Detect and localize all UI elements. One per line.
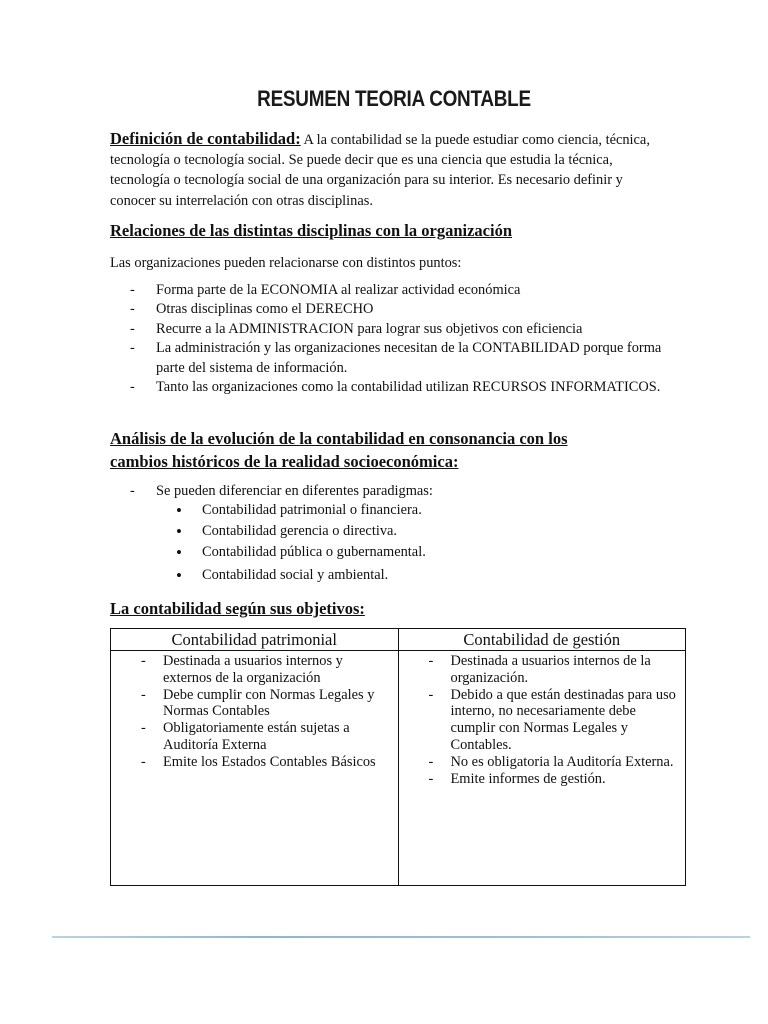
paradigm-item: • Contabilidad gerencia o directiva. xyxy=(176,522,426,543)
objectives-heading: La contabilidad según sus objetivos: xyxy=(110,599,365,618)
paradigm-item: • Contabilidad patrimonial o financiera. xyxy=(176,501,426,522)
list-item: - Debe cumplir con Normas Legales y Normas Contables xyxy=(111,687,398,721)
gestion-cell xyxy=(398,651,686,886)
list-item: - Obligatoriamente están sujetas a Auditoría Externa xyxy=(111,720,398,754)
list-item: - Debido a que están destinadas para uso interno, no necesariamente debe cumplir con Normas Legales y Contables. xyxy=(399,687,686,754)
paradigm-list xyxy=(176,501,426,587)
list-item: - Destinada a usuarios internos de la organización. xyxy=(399,653,686,687)
list-item: - Forma parte de la ECONOMIA al realizar actividad económica xyxy=(130,281,670,300)
list-item: - Tanto las organizaciones como la contabilidad utilizan RECURSOS INFORMATICOS. xyxy=(130,378,670,397)
table-header-row xyxy=(111,629,686,651)
analysis-heading-line1: Análisis de la evolución de la contabilidad en consonancia con los xyxy=(110,429,568,448)
paradigm-item: • Contabilidad social y ambiental. xyxy=(176,564,426,587)
definition-paragraph xyxy=(110,129,670,211)
relations-intro: Las organizaciones pueden relacionarse con distintos puntos: xyxy=(110,255,462,271)
table-row xyxy=(111,651,686,886)
list-item: - Recurre a la ADMINISTRACION para lograr sus objetivos con eficiencia xyxy=(130,320,670,339)
relations-heading: Relaciones de las distintas disciplinas con la organización xyxy=(110,221,512,240)
list-item: - No es obligatoria la Auditoría Externa. xyxy=(399,754,686,771)
column-header-patrimonial: Contabilidad patrimonial xyxy=(111,629,399,651)
list-item: - Destinada a usuarios internos y externos de la organización xyxy=(111,653,398,687)
list-item: - Otras disciplinas como el DERECHO xyxy=(130,300,670,319)
list-item: - Emite los Estados Contables Básicos xyxy=(111,754,398,771)
relations-list xyxy=(130,281,670,397)
definition-text: A la contabilidad se la puede estudiar como ciencia, técnica, tecnología o tecnología social. Se puede decir que es una ciencia que estudia la técnica, tecnología o tecnología social de una organización para su interior. Es necesario definir y conocer su interrelación con otras disciplinas. xyxy=(110,132,650,209)
analysis-heading-line2: cambios históricos de la realidad socioeconómica: xyxy=(110,452,459,471)
column-header-gestion: Contabilidad de gestión xyxy=(398,629,686,651)
list-item: - La administración y las organizaciones necesitan de la CONTABILIDAD porque forma parte del sistema de información. xyxy=(130,339,670,378)
footer-divider xyxy=(52,936,750,938)
paradigm-item: • Contabilidad pública o gubernamental. xyxy=(176,543,426,564)
analysis-list xyxy=(130,482,670,501)
patrimonial-cell xyxy=(111,651,399,886)
page-title: RESUMEN TEORIA CONTABLE xyxy=(257,86,531,111)
gestion-list xyxy=(399,653,686,787)
analysis-heading xyxy=(110,427,650,473)
definition-heading: Definición de contabilidad: xyxy=(110,129,301,148)
objectives-table xyxy=(110,628,686,886)
patrimonial-list xyxy=(111,653,398,771)
list-item: - Se pueden diferenciar en diferentes paradigmas: xyxy=(130,482,670,501)
list-item: - Emite informes de gestión. xyxy=(399,771,686,788)
